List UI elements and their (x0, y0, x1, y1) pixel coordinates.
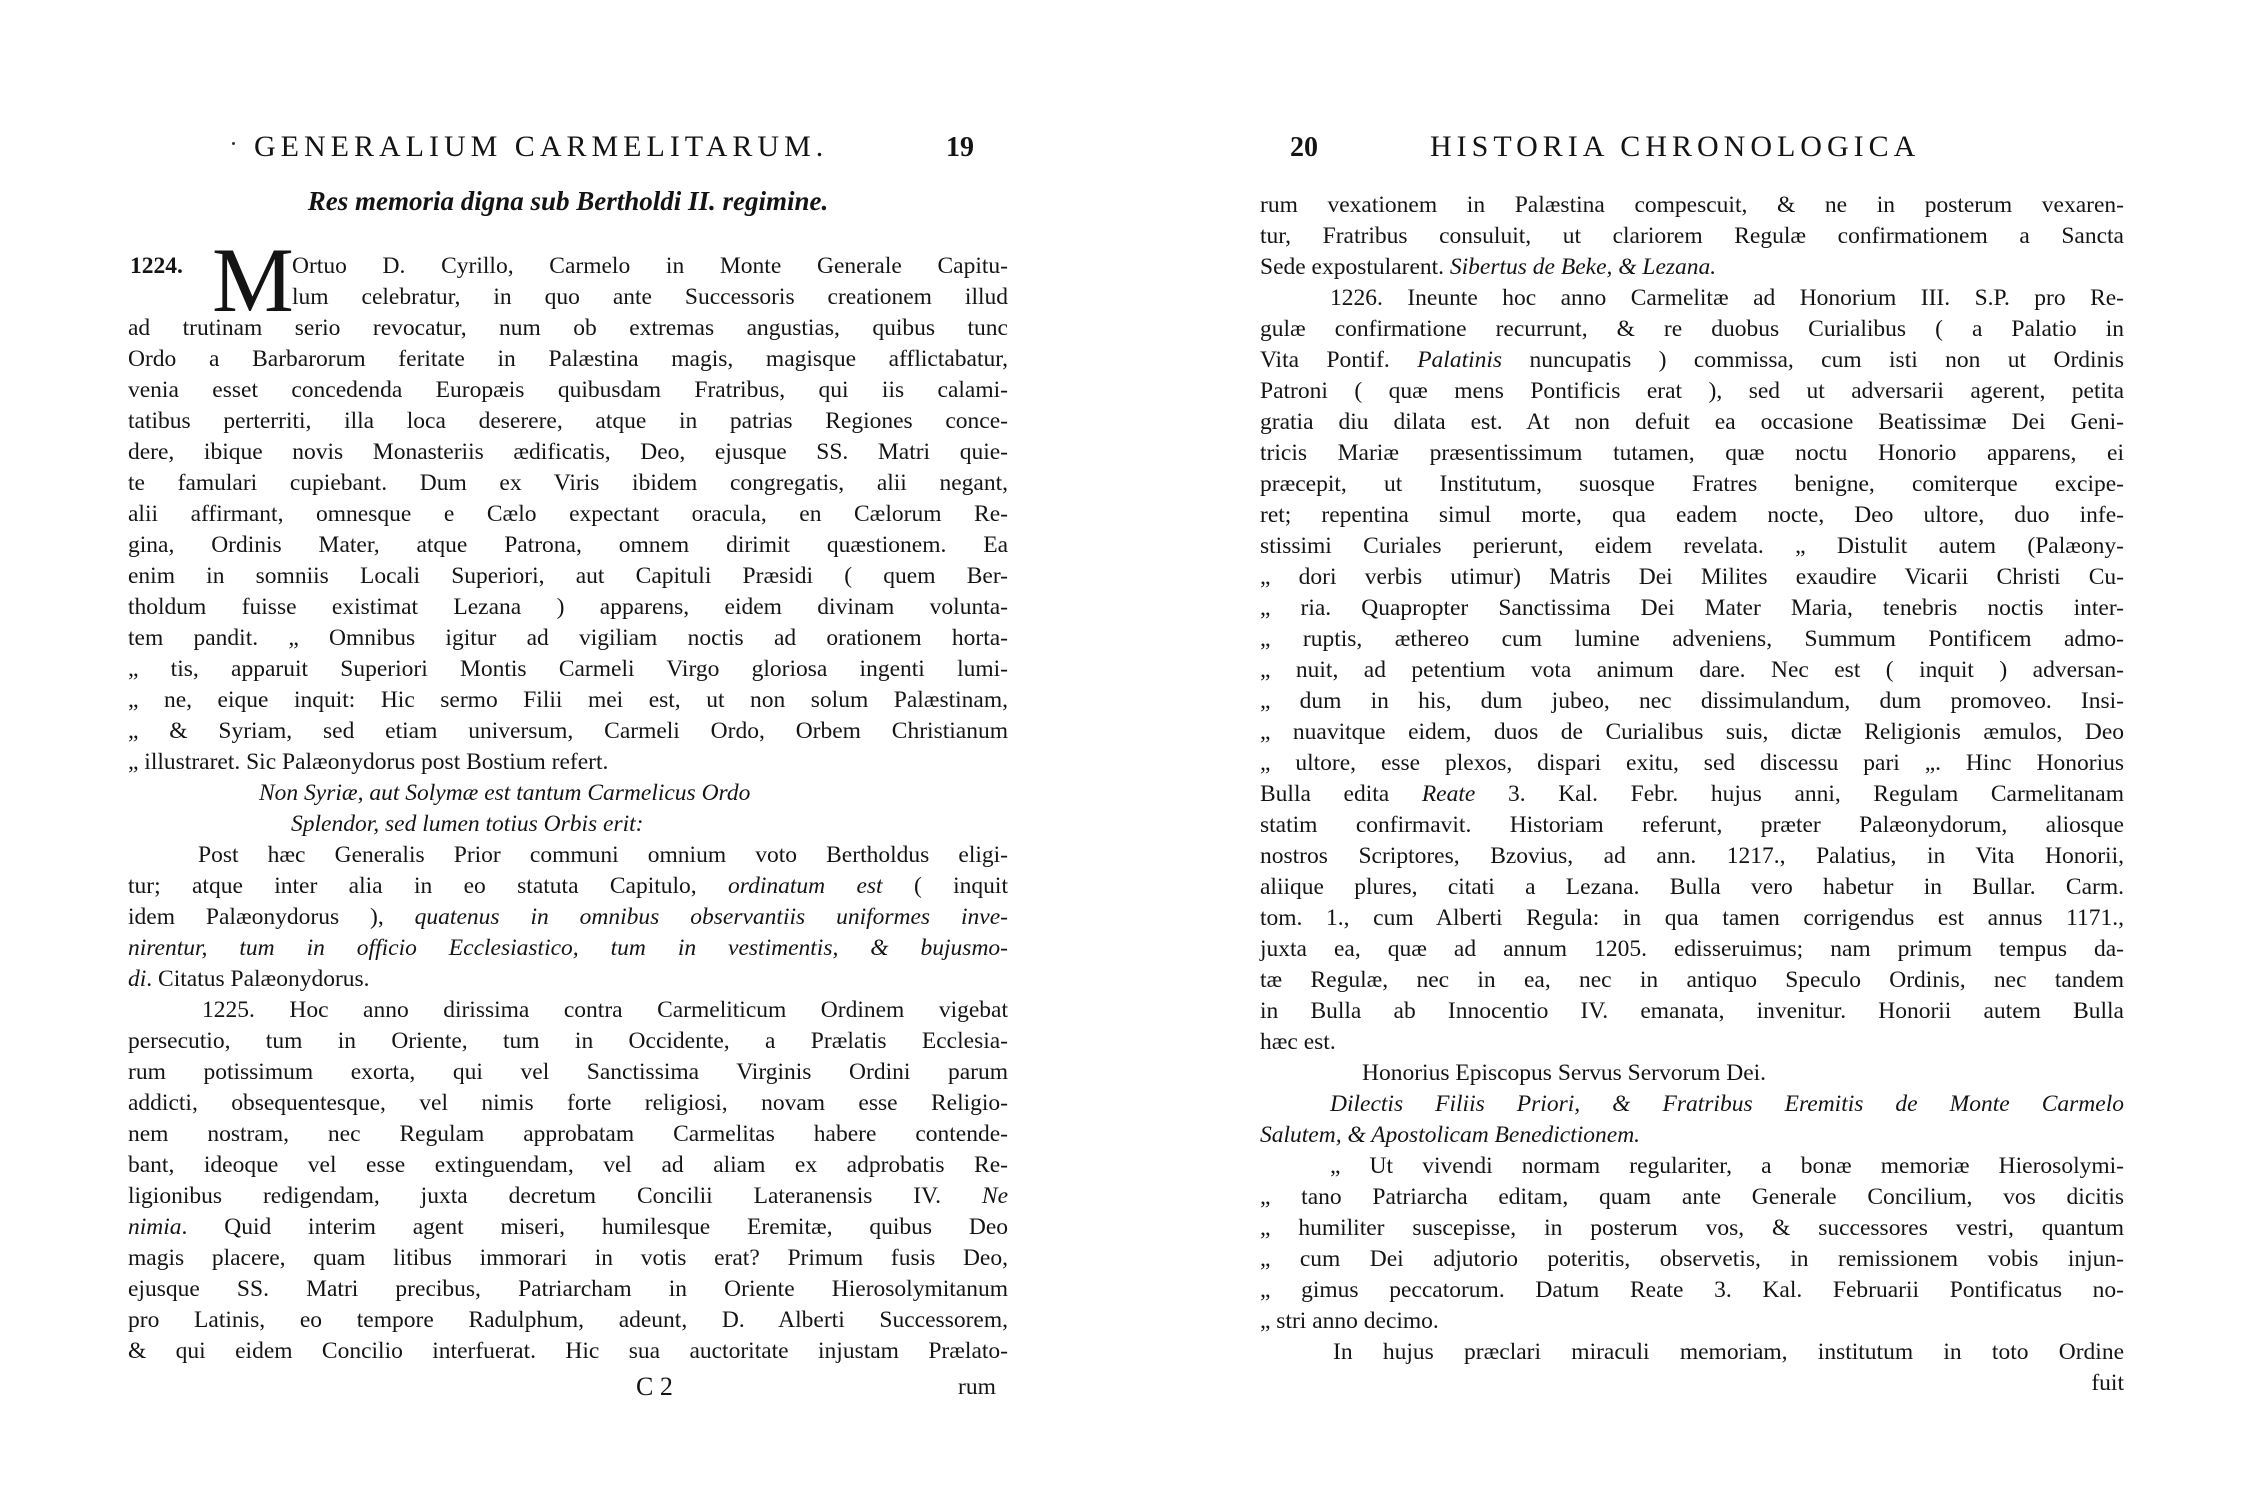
year-marker: 1224. (130, 253, 183, 279)
italic-text: ordinatum est (728, 873, 883, 899)
text-run: tur; atque inter alia in eo statuta Capitulo, (128, 873, 729, 899)
text-run: Vita Pontif. (1260, 347, 1418, 373)
text-run: fuit (2091, 1370, 2124, 1396)
text-run: te famulari cupiebant. Dum ex Viris ibidem congregatis, alii negant, (128, 470, 1008, 496)
text-line (1260, 1151, 2124, 1182)
text-line (1260, 1089, 2124, 1120)
text-line (1260, 1027, 2124, 1058)
text-run: „ cum Dei adjutorio poteritis, observetis, in remissionem vobis injun- (1260, 1246, 2124, 1272)
running-head: HISTORIA CHRONOLOGICA (1430, 130, 1921, 163)
text-run: „ gimus peccatorum. Datum Reate 3. Kal. Februarii Pontificatus no- (1260, 1277, 2124, 1303)
text-run: tæ Regulæ, nec in ea, nec in antiquo Speculo Ordinis, nec tandem (1260, 967, 2124, 993)
text-line (1260, 1058, 2124, 1089)
text-line (1260, 1244, 2124, 1275)
text-line (128, 623, 1008, 654)
text-run: . Citatus Palæonydorus. (146, 966, 370, 992)
text-run: In hujus præclari miraculi memoriam, institutum in toto Ordine (1333, 1339, 2124, 1365)
italic-text: Salutem, & Apostolicam Benedictionem. (1260, 1122, 1641, 1148)
text-run: Sede expostularent. (1260, 254, 1450, 280)
text-run: tholdum fuisse existimat Lezana ) apparens, eidem divinam volunta- (128, 594, 1008, 620)
text-run: „ & Syriam, sed etiam universum, Carmeli Ordo, Orbem Christianum (128, 718, 1008, 744)
text-run: & qui eidem Concilio interfuerat. Hic sua auctoritate injustam Prælato- (128, 1338, 1008, 1364)
text-run: alii affirmant, omnesque e Cælo expectant oracula, en Cælorum Re- (128, 501, 1008, 527)
text-line (128, 809, 1008, 840)
italic-text: nimia (128, 1214, 182, 1240)
text-line: Ortuo D. Cyrillo, Carmelo in Monte Generale Capitu- (292, 253, 1008, 279)
text-line (128, 1305, 1008, 1336)
text-run: persecutio, tum in Oriente, tum in Occidente, a Prælatis Ecclesia- (128, 1028, 1008, 1054)
text-line (1260, 903, 2124, 934)
text-line (128, 902, 1008, 933)
text-run: tatibus perterriti, illa loca deserere, atque in patrias Regiones conce- (128, 408, 1008, 434)
text-line (128, 778, 1008, 809)
italic-text: Ne (981, 1183, 1008, 1209)
text-run: 1225. Hoc anno dirissima contra Carmeliticum Ordinem vigebat (202, 997, 1008, 1023)
text-line (128, 1088, 1008, 1119)
text-line (128, 406, 1008, 437)
text-run: tur, Fratribus consuluit, ut clariorem Regulæ confirmationem a Sancta (1260, 223, 2124, 249)
text-run: præcepit, ut Institutum, suosque Fratres benigne, comiterque excipe- (1260, 471, 2124, 497)
text-run: venia esset concedenda Europæis quibusdam Fratribus, qui iis calami- (128, 377, 1008, 403)
text-run: „ humiliter suscepisse, in posterum vos, & successores vestri, quantum (1260, 1215, 2124, 1241)
text-run: „ Ut vivendi normam regulariter, a bonæ memoriæ Hierosolymi- (1330, 1153, 2124, 1179)
text-line (128, 561, 1008, 592)
text-line (1260, 624, 2124, 655)
text-run: gina, Ordinis Mater, atque Patrona, omnem dirimit quæstionem. Ea (128, 532, 1008, 558)
text-line (128, 1119, 1008, 1150)
text-run: rum potissimum exorta, qui vel Sanctissima Virginis Ordini parum (128, 1059, 1008, 1085)
text-line (1260, 841, 2124, 872)
text-line (1260, 469, 2124, 500)
text-run: „ tano Patriarcha editam, quam ante Generale Concilium, vos dicitis (1260, 1184, 2124, 1210)
italic-text: Sibertus de Beke, & Lezana. (1449, 254, 1717, 280)
text-line (1260, 1213, 2124, 1244)
text-run: „ ne, eique inquit: Hic sermo Filii mei est, ut non solum Palæstinam, (128, 687, 1008, 713)
text-line (128, 1336, 1008, 1367)
text-line (1260, 1337, 2124, 1368)
text-run: „ nuavitque eidem, duos de Curialibus suis, dictæ Religionis æmulos, Deo (1260, 719, 2124, 745)
text-line (128, 530, 1008, 561)
text-run: ejusque SS. Matri precibus, Patriarcham in Oriente Hierosolymitanum (128, 1276, 1008, 1302)
text-run: „ ria. Quapropter Sanctissima Dei Mater Maria, tenebris noctis inter- (1260, 595, 2124, 621)
text-run: „ dum in his, dum jubeo, nec dissimulandum, dum promoveo. Insi- (1260, 688, 2124, 714)
text-run: ret; repentina simul morte, qua eadem nocte, Deo ultore, duo infe- (1260, 502, 2124, 528)
text-line (1260, 345, 2124, 376)
text-run: addicti, obsequentesque, vel nimis forte religiosi, novam esse Religio- (128, 1090, 1008, 1116)
text-run: tem pandit. „ Omnibus igitur ad vigiliam noctis ad orationem horta- (128, 625, 1008, 651)
catchword: rum (958, 1374, 996, 1400)
text-run: Honorius Episcopus Servus Servorum Dei. (1362, 1060, 1767, 1086)
section-subtitle: Res memoria digna sub Bertholdi II. regimine. (307, 186, 829, 216)
text-run: dere, ibique novis Monasteriis ædificatis, Deo, ejusque SS. Matri quie- (128, 439, 1008, 465)
italic-text: nirentur, tum in officio Ecclesiastico, tum in vestimentis, & bujusmo- (128, 935, 1008, 961)
signature-mark: C 2 (636, 1372, 673, 1401)
text-run: Post hæc Generalis Prior communi omnium voto Bertholdus eligi- (198, 842, 1008, 868)
text-run: nuncupatis ) commissa, cum isti non ut Ordinis (1502, 347, 2124, 373)
page-number: 20 (1290, 132, 1318, 163)
text-line (1260, 190, 2124, 221)
text-line (1260, 1275, 2124, 1306)
text-line (1260, 438, 2124, 469)
text-line (128, 1057, 1008, 1088)
text-line (128, 468, 1008, 499)
page-number: 19 (946, 132, 974, 163)
text-line (1260, 252, 2124, 283)
text-run: gratia diu dilata est. At non defuit ea occasione Beatissimæ Dei Geni- (1260, 409, 2124, 435)
text-line (1260, 314, 2124, 345)
text-line (1260, 934, 2124, 965)
text-line (128, 964, 1008, 995)
text-line (128, 871, 1008, 902)
text-line (1260, 996, 2124, 1027)
text-line (1260, 407, 2124, 438)
text-line (1260, 1306, 2124, 1337)
running-head: GENERALIUM CARMELITARUM. (254, 130, 829, 163)
text-run: „ tis, apparuit Superiori Montis Carmeli Virgo gloriosa ingenti lumi- (128, 656, 1008, 682)
text-line (128, 313, 1008, 344)
text-line (1260, 562, 2124, 593)
text-run: „ dori verbis utimur) Matris Dei Milites exaudire Vicarii Christi Cu- (1260, 564, 2124, 590)
text-run: „ stri anno decimo. (1260, 1308, 1439, 1334)
text-run: ad trutinam serio revocatur, num ob extremas angustias, quibus tunc (128, 315, 1008, 341)
text-run: ( inquit (882, 873, 1008, 899)
text-run: tricis Mariæ præsentissimum tutamen, quæ noctu Honorio apparens, ei (1260, 440, 2124, 466)
text-line (128, 1243, 1008, 1274)
text-run: „ illustraret. Sic Palæonydorus post Bostium refert. (128, 749, 609, 775)
text-run: statim confirmavit. Historiam referunt, præter Palæonydorum, aliosque (1260, 812, 2124, 838)
text-run: Patroni ( quæ mens Pontificis erat ), sed ut adversarii agerent, petita (1260, 378, 2124, 404)
text-line (128, 1181, 1008, 1212)
text-line (1260, 376, 2124, 407)
text-line (128, 995, 1008, 1026)
italic-text: quatenus in omnibus observantiis uniformes inve- (414, 904, 1008, 930)
italic-text: Splendor, sed lumen totius Orbis erit: (291, 811, 644, 837)
text-line (1260, 686, 2124, 717)
text-run: tom. 1., cum Alberti Regula: in qua tamen corrigendus est annus 1171., (1260, 905, 2124, 931)
text-line (128, 592, 1008, 623)
print-speck (232, 142, 235, 145)
text-run: ligionibus redigendam, juxta decretum Concilii Lateranensis IV. (128, 1183, 982, 1209)
text-run: rum vexationem in Palæstina compescuit, & ne in posterum vexaren- (1260, 192, 2124, 218)
text-run: enim in somniis Locali Superiori, aut Capituli Præsidi ( quem Ber- (128, 563, 1008, 589)
text-line (128, 685, 1008, 716)
text-line (1260, 500, 2124, 531)
text-line (1260, 965, 2124, 996)
italic-text: Reate (1421, 781, 1476, 807)
text-line (1260, 779, 2124, 810)
text-line (128, 437, 1008, 468)
text-line (128, 747, 1008, 778)
text-line (128, 654, 1008, 685)
text-run: bant, ideoque vel esse extinguendam, vel ad aliam ex adprobatis Re- (128, 1152, 1008, 1178)
text-line (128, 1274, 1008, 1305)
right-body-text (1260, 190, 2124, 1399)
left-body-text (128, 313, 1008, 1367)
drop-cap: M (212, 229, 294, 331)
text-line (128, 375, 1008, 406)
text-line (1260, 1368, 2124, 1399)
text-line (1260, 531, 2124, 562)
text-run: „ nuit, ad petentium vota animum dare. Nec est ( inquit ) adversan- (1260, 657, 2124, 683)
text-line (128, 1212, 1008, 1243)
text-line (128, 840, 1008, 871)
text-line (1260, 748, 2124, 779)
italic-text: di (128, 966, 147, 992)
italic-text: Non Syriæ, aut Solymæ est tantum Carmelicus Ordo (259, 780, 751, 806)
text-run: stissimi Curiales perierunt, eidem revelata. „ Distulit autem (Palæony- (1260, 533, 2124, 559)
text-line (128, 933, 1008, 964)
text-run: pro Latinis, eo tempore Radulphum, adeunt, D. Alberti Successorem, (128, 1307, 1008, 1333)
text-run: 1226. Ineunte hoc anno Carmelitæ ad Honorium III. S.P. pro Re- (1330, 285, 2124, 311)
text-run: aliique plures, citati a Lezana. Bulla vero habetur in Bullar. Carm. (1260, 874, 2124, 900)
text-line (1260, 717, 2124, 748)
text-line (128, 1150, 1008, 1181)
text-run: juxta ea, quæ ad annum 1205. edisseruimus; nam primum tempus da- (1260, 936, 2124, 962)
text-line (1260, 655, 2124, 686)
text-line (128, 344, 1008, 375)
text-line (1260, 283, 2124, 314)
text-line (1260, 810, 2124, 841)
text-line (1260, 1182, 2124, 1213)
text-run: gulæ confirmatione recurrunt, & re duobus Curialibus ( a Palatio in (1260, 316, 2124, 342)
text-run: . Quid interim agent miseri, humilesque Eremitæ, quibus Deo (181, 1214, 1008, 1240)
text-run: nostros Scriptores, Bzovius, ad ann. 1217., Palatius, in Vita Honorii, (1260, 843, 2124, 869)
text-line (128, 716, 1008, 747)
text-run: idem Palæonydorus ), (128, 904, 415, 930)
text-run: magis placere, quam litibus immorari in votis erat? Primum fusis Deo, (128, 1245, 1008, 1271)
text-run: „ ultore, esse plexos, dispari exitu, sed discessu pari „. Hinc Honorius (1260, 750, 2124, 776)
text-line (128, 499, 1008, 530)
text-run: nem nostram, nec Regulam approbatam Carmelitas habere contende- (128, 1121, 1008, 1147)
text-line: lum celebratur, in quo ante Successoris creationem illud (292, 284, 1008, 310)
italic-text: Palatinis (1417, 347, 1503, 373)
text-run: Bulla edita (1260, 781, 1422, 807)
text-run: Ordo a Barbarorum feritate in Palæstina magis, magisque afflictabatur, (128, 346, 1008, 372)
text-run: hæc est. (1260, 1029, 1336, 1055)
text-line (1260, 1120, 2124, 1151)
text-run: „ ruptis, æthereo cum lumine adveniens, Summum Pontificem admo- (1260, 626, 2124, 652)
text-line (128, 1026, 1008, 1057)
text-run: in Bulla ab Innocentio IV. emanata, invenitur. Honorii autem Bulla (1260, 998, 2124, 1024)
text-run: 3. Kal. Febr. hujus anni, Regulam Carmelitanam (1475, 781, 2124, 807)
text-line (1260, 872, 2124, 903)
italic-text: Dilectis Filiis Priori, & Fratribus Eremitis de Monte Carmelo (1330, 1091, 2124, 1117)
text-line (1260, 221, 2124, 252)
text-line (1260, 593, 2124, 624)
